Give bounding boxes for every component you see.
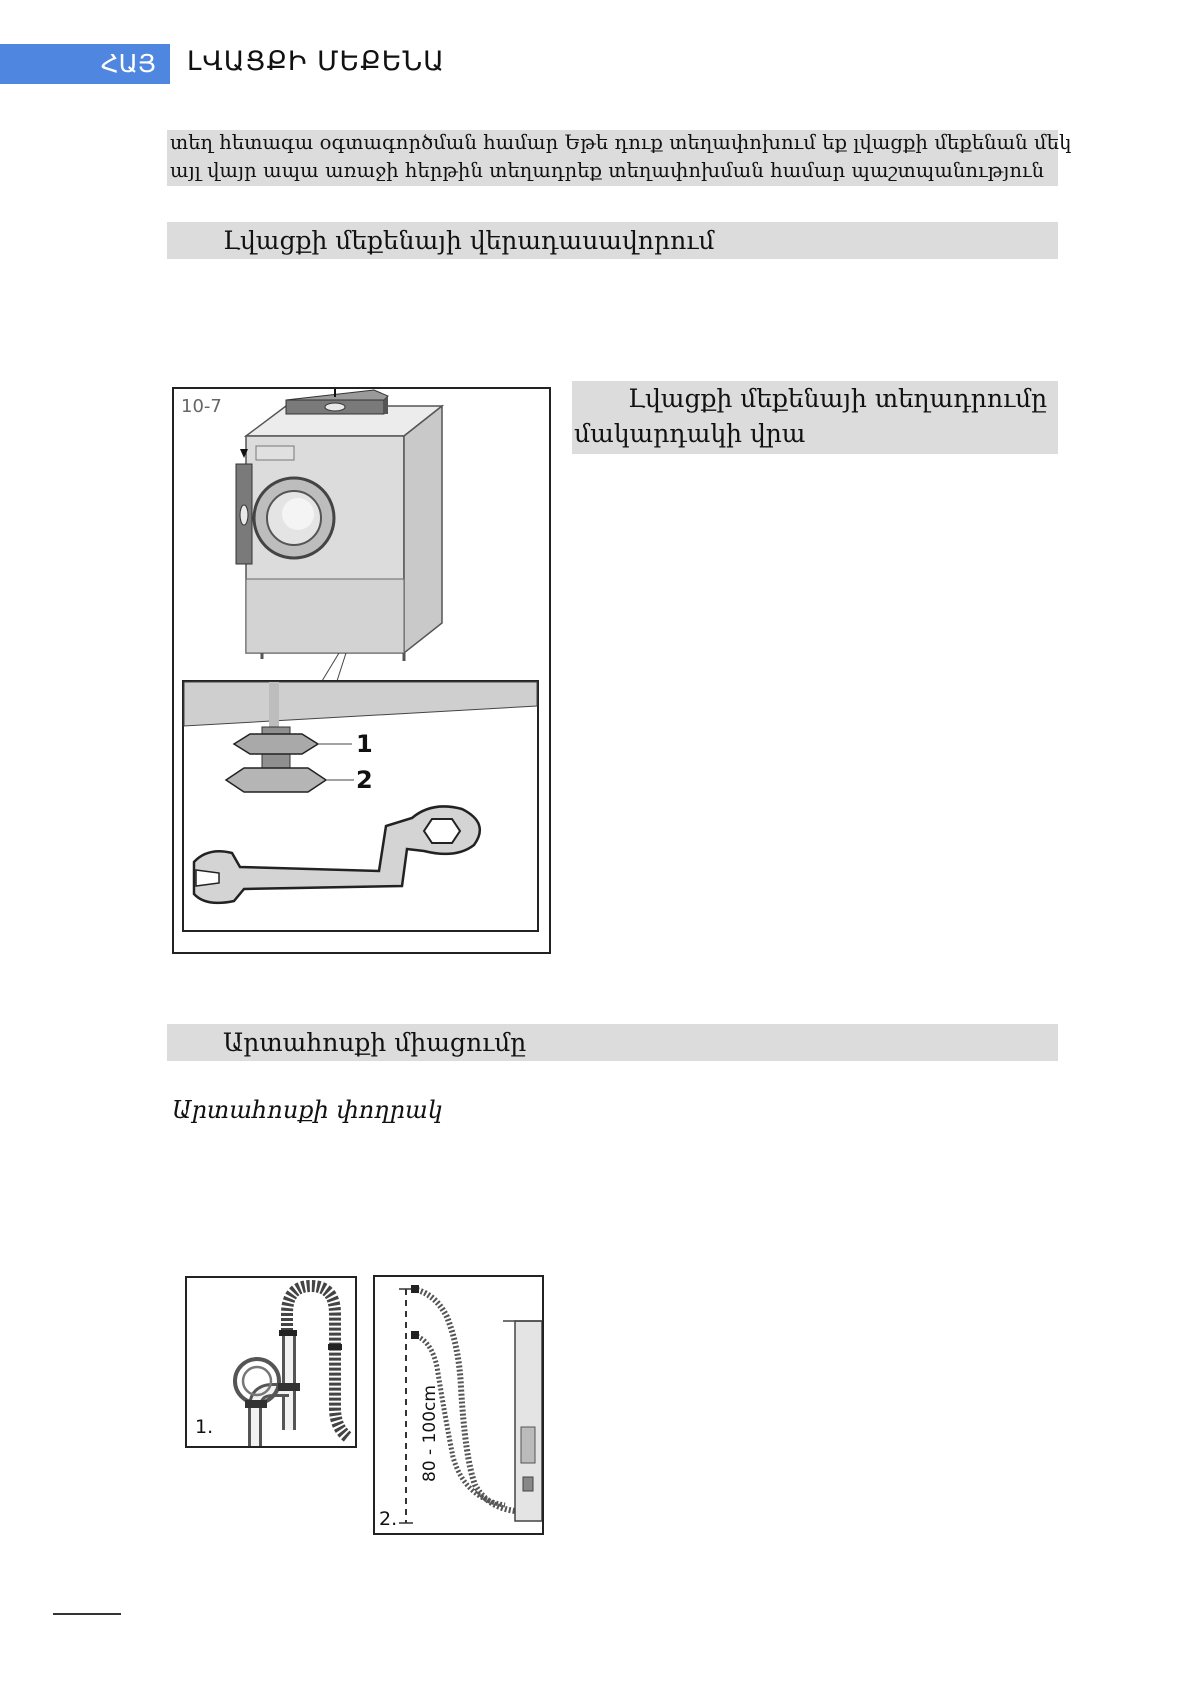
intro-paragraph: [167, 130, 1072, 186]
drain-hose-caption: Արտահոսքի փողրակ: [172, 1096, 443, 1124]
intro-line-2: այլ վայր ապա առաջի հերթին տեղադրեք տեղափոխման համար պաշտպանություն: [170, 159, 1045, 182]
section-heading-reinstall: [167, 222, 1058, 259]
washing-machine-side-illustration: [503, 1321, 542, 1521]
drain-figure-panel-2: [373, 1275, 544, 1535]
washing-machine-illustration: [246, 406, 442, 661]
section-heading-drain-text: Արտահոսքի միացումը: [223, 1028, 527, 1057]
panel-2-label: 2.: [379, 1508, 398, 1530]
section-heading-reinstall-text: Լվացքի մեքենայի վերադասավորում: [223, 226, 715, 255]
callout-1: 1: [356, 730, 373, 758]
section-heading-leveling-line1: Լվացքի մեքենայի տեղադրումը: [628, 384, 1048, 413]
footer-rule: [53, 1613, 121, 1615]
siphon-trap-illustration: [235, 1334, 300, 1446]
spirit-level-side-illustration: [236, 449, 252, 564]
drain-figure-panel-1: [185, 1276, 357, 1448]
callout-2: 2: [356, 766, 373, 794]
document-title: ԼՎԱՑՔԻ ՄԵՔԵՆԱ: [187, 46, 445, 77]
spirit-level-top-illustration: [286, 389, 388, 414]
intro-line-1: տեղ հետագա օգտագործման համար Եթե դուք տեղափոխում եք լվացքի մեքենան մեկ: [170, 131, 1072, 154]
language-tab: [0, 44, 170, 84]
section-heading-leveling-line2: մակարդակի վրա: [574, 419, 806, 448]
leveling-figure: [172, 387, 551, 954]
height-range-label: 80 - 100cm: [420, 1385, 440, 1482]
language-label: ՀԱՅ: [100, 49, 156, 78]
panel-1-label: 1.: [195, 1416, 214, 1438]
section-heading-drain: [167, 1024, 1058, 1061]
foot-detail-inset: [183, 681, 538, 931]
figure-id-label: 10-7: [181, 396, 222, 417]
section-heading-leveling: [572, 381, 1058, 454]
